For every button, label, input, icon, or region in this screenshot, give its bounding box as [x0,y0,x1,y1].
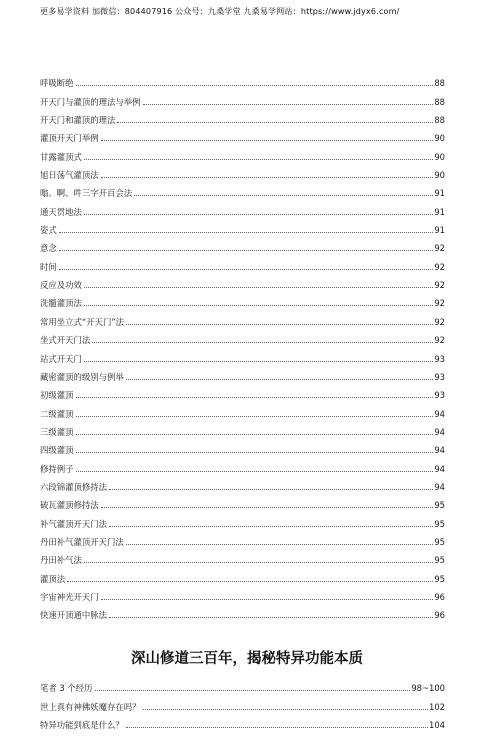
toc-entry-title: 三级灌顶 [40,426,74,437]
toc-entry-page: 95 [434,518,445,529]
dot-leader [84,214,433,215]
toc-entry-title: 意念 [40,243,57,254]
toc-entry-title: 甘露灌顶式 [40,151,82,162]
dot-leader [59,232,434,233]
table-of-contents [40,71,445,621]
toc-entry-title: 灌顶法 [40,573,66,584]
dot-leader [95,690,411,691]
dot-leader [126,324,433,325]
toc-entry-title: 站式开天门 [40,353,82,364]
toc-entry-title: 破瓦灌顶修持法 [40,500,99,511]
toc-entry-page: 95 [434,555,445,566]
dot-leader [76,471,434,472]
toc-entry-page: 95 [434,500,445,511]
toc-entry-page: 92 [434,243,445,254]
toc-entry [40,694,445,712]
toc-entry-page: 104 [429,720,445,731]
toc-entry-title: 开天门与灌顶的理法与举例 [40,96,141,107]
toc-entry-page: 92 [434,298,445,309]
toc-entry-title: 快速开顶通中脉法 [40,610,107,621]
dot-leader [101,140,434,141]
toc-entry-page: 92 [434,280,445,291]
toc-entry-title: 初级灌顶 [40,390,74,401]
toc-entry-page: 88 [434,115,445,126]
toc-entry-page: 91 [434,225,445,236]
toc-entry-title: 洗髓灌顶法 [40,298,82,309]
toc-entry-page: 90 [434,170,445,181]
toc-entry-page: 92 [434,335,445,346]
page-header-watermark: 更多易学资料 加微信：804407916 公众号：九桑学堂 九桑易学网站：https://www.jdyx6.com/ [40,7,400,16]
toc-entry [40,603,445,621]
toc-entry-title: 姿式 [40,225,57,236]
dot-leader [76,452,434,453]
dot-leader [76,416,434,417]
toc-entry [40,346,445,364]
section-heading: 深山修道三百年，揭秘特异功能本质 [131,651,363,667]
toc-entry-title: 坐式开天门法 [40,335,91,346]
toc-entry-page: 96 [434,591,445,602]
toc-entry [40,126,445,144]
toc-entry-page: 94 [434,445,445,456]
dot-leader [109,489,433,490]
dot-leader [126,727,428,728]
dot-leader [126,544,434,545]
toc-entry-page: 94 [434,408,445,419]
toc-entry [40,401,445,419]
toc-entry-page: 93 [434,390,445,401]
toc-entry [40,291,445,309]
toc-entry [40,676,445,694]
toc-entry-page: 94 [434,463,445,474]
toc-entry [40,548,445,566]
dot-leader [76,434,434,435]
toc-entry [40,71,445,89]
toc-entry-title: 灌顶开天门举例 [40,133,99,144]
toc-entry [40,108,445,126]
toc-entry-title: 开天门和灌顶的理法 [40,115,116,126]
toc-entry-title: 世上真有神佛妖魔存在吗？ [40,701,141,712]
toc-entry-title: 修持例子 [40,463,74,474]
toc-entry-page: 88 [434,96,445,107]
toc-entry-page: 95 [434,573,445,584]
dot-leader [109,526,433,527]
dot-leader [101,599,434,600]
dot-leader [92,342,433,343]
toc-entry [40,420,445,438]
toc-entry [40,309,445,327]
dot-leader [84,562,433,563]
toc-entry [40,144,445,162]
dot-leader [101,177,434,178]
dot-leader [76,397,434,398]
toc-entry-page: 91 [434,206,445,217]
toc-entry-page: 92 [434,316,445,327]
toc-entry-page: 93 [434,353,445,364]
toc-entry-title: 丹田补气法 [40,555,82,566]
toc-entry-title: 通天贯地法 [40,206,82,217]
toc-entry [40,163,445,181]
toc-entry-page: 92 [434,261,445,272]
toc-entry-title: 四级灌顶 [40,445,74,456]
toc-entry-page: 90 [434,133,445,144]
toc-entry [40,493,445,511]
toc-entry-page: 95 [434,536,445,547]
toc-entry [40,530,445,548]
toc-entry [40,236,445,254]
toc-entry [40,456,445,474]
dot-leader [143,104,434,105]
toc-entry [40,254,445,272]
toc-entry [40,181,445,199]
toc-entry-title: 补气灌顶开天门法 [40,518,107,529]
toc-entry-title: 特异功能到底是什么？ [40,720,124,731]
toc-entry [40,328,445,346]
toc-entry-title: 常用坐立式“开天门”法 [40,316,125,327]
toc-entry-title: 藏密灌顶的级别与例举 [40,371,124,382]
dot-leader [134,195,433,196]
dot-leader [101,507,434,508]
dot-leader [109,617,433,618]
toc-entry-page: 94 [434,481,445,492]
toc-entry-title: 反应及功效 [40,280,82,291]
dot-leader [84,159,433,160]
toc-entry-page: 88 [434,78,445,89]
toc-entry-title: 嗡、啊、吽三字开百会法 [40,188,133,199]
dot-leader [59,250,434,251]
toc-entry-title: 宇宙神光开天门 [40,591,99,602]
toc-entry-page: 98~100 [411,683,445,694]
toc-entry [40,475,445,493]
toc-entry [40,273,445,291]
toc-entry [40,566,445,584]
toc-entry-title: 时间 [40,261,57,272]
toc-entry [40,199,445,217]
toc-entry-title: 六段锦灌顶修持法 [40,481,107,492]
dot-leader [84,287,433,288]
toc-entry-title: 二级灌顶 [40,408,74,419]
dot-leader [59,269,434,270]
dot-leader [117,122,433,123]
toc-entry-page: 91 [434,188,445,199]
toc-entry [40,585,445,603]
toc-entry-title: 丹田补气灌顶开天门法 [40,536,124,547]
toc-entry-title: 笔者 3 个经历 [40,683,93,694]
toc-entry [40,713,445,731]
dot-leader [84,305,433,306]
toc-entry [40,218,445,236]
toc-entry-title: 呼吸断绝 [40,78,74,89]
table-of-contents-continued [40,676,445,731]
dot-leader [76,85,434,86]
toc-entry-page: 93 [434,371,445,382]
toc-entry-page: 96 [434,610,445,621]
dot-leader [84,361,433,362]
toc-entry-page: 94 [434,426,445,437]
dot-leader [126,379,434,380]
toc-entry [40,89,445,107]
toc-entry [40,383,445,401]
toc-entry-title: 旭日荡气灌顶法 [40,170,99,181]
toc-entry [40,365,445,383]
toc-entry-page: 90 [434,151,445,162]
toc-entry [40,438,445,456]
dot-leader [143,709,429,710]
dot-leader [67,581,433,582]
toc-entry-page: 102 [429,701,445,712]
toc-entry [40,511,445,529]
